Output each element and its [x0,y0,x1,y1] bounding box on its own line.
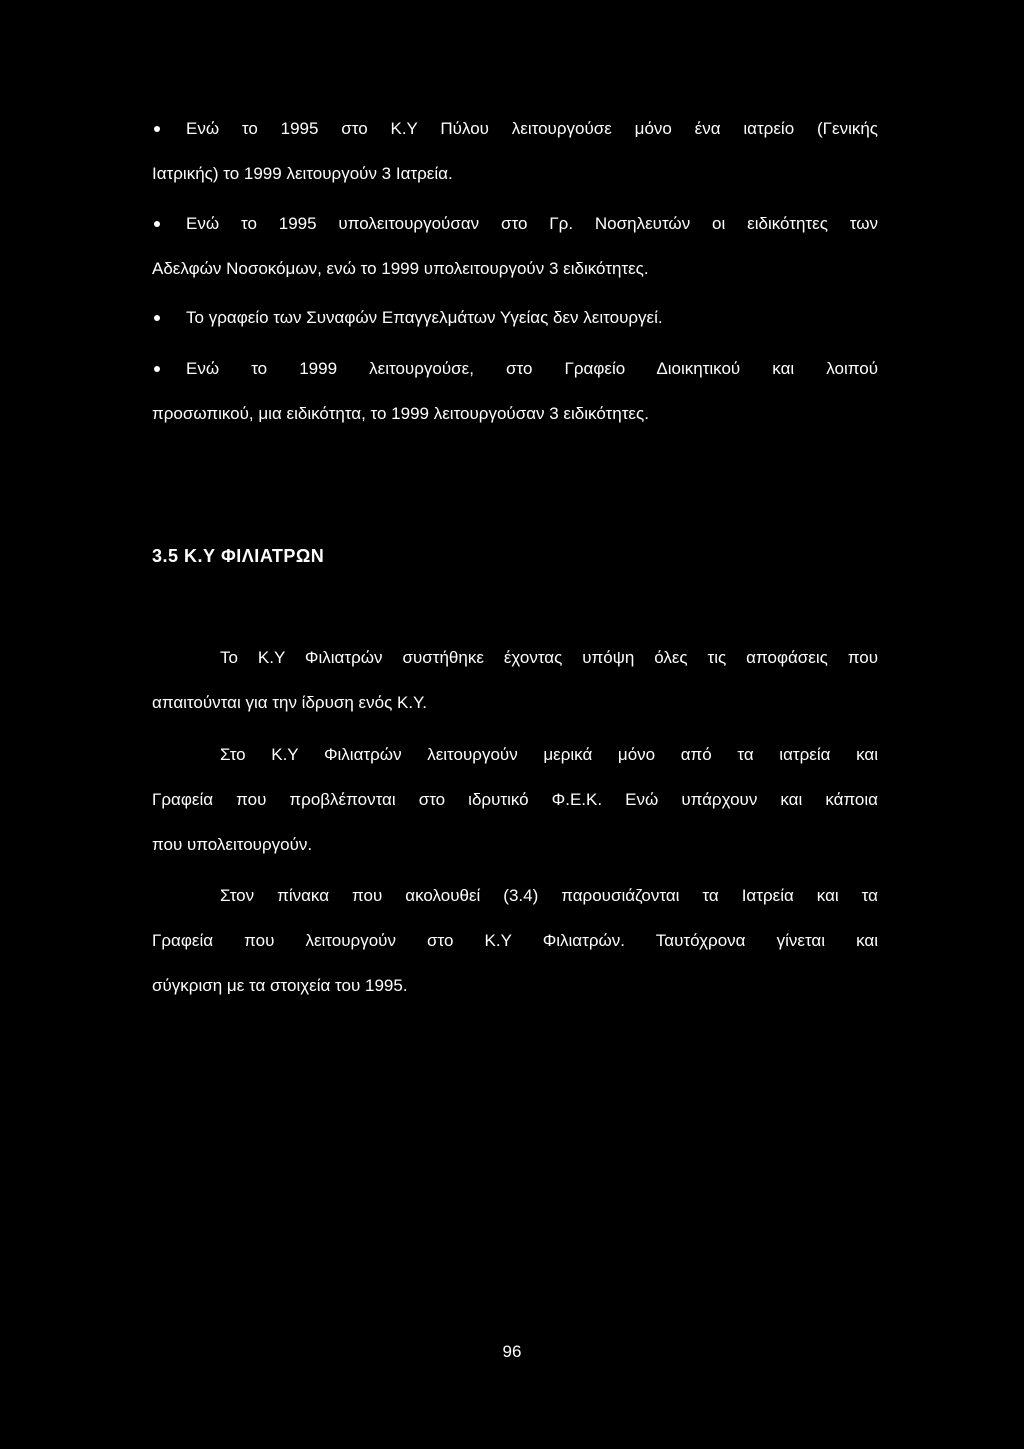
paragraph-line: που υπολειτουργούν. [152,835,313,854]
list-item [152,116,878,187]
bullet-text-line: Ενώ το 1995 υπολειτουργούσαν στο Γρ. Νοσηλευτών οι ειδικότητες των [186,214,878,233]
paragraph-line: Το Κ.Υ Φιλιατρών συστήθηκε έχοντας υπόψη όλες τις αποφάσεις που [220,648,878,667]
list-item [152,211,878,282]
list-item [152,305,878,331]
bullet-icon [154,221,160,227]
paragraph-line: Γραφεία που προβλέπονται στο ιδρυτικό Φ.Ε.Κ. Ενώ υπάρχουν και κάποια [152,790,878,809]
list-item [152,356,878,427]
paragraph [152,645,878,716]
bullet-text-line: Το γραφείο των Συναφών Επαγγελμάτων Υγείας δεν λειτουργεί. [186,308,663,327]
paragraph [152,883,878,999]
bullet-icon [154,315,160,321]
bullet-text-line: Ενώ το 1995 στο Κ.Υ Πύλου λειτουργούσε μόνο ένα ιατρείο (Γενικής [186,119,878,138]
bullet-text-line: Ιατρικής) το 1999 λειτουργούν 3 Ιατρεία. [152,164,453,183]
paragraph-line: Στο Κ.Υ Φιλιατρών λειτουργούν μερικά μόνο από τα ιατρεία και [220,745,878,764]
bullet-text-line: προσωπικού, μια ειδικότητα, το 1999 λειτουργούσαν 3 ειδικότητες. [152,404,649,423]
bullet-text-line: Αδελφών Νοσοκόμων, ενώ το 1999 υπολειτουργούν 3 ειδικότητες. [152,259,649,278]
paragraph [152,742,878,858]
bullet-icon [154,366,160,372]
paragraph-line: Γραφεία που λειτουργούν στο Κ.Υ Φιλιατρών. Ταυτόχρονα γίνεται και [152,931,878,950]
bullet-text-line: Ενώ το 1999 λειτουργούσε, στο Γραφείο Διοικητικού και λοιπού [186,359,878,378]
page-number: 96 [502,1342,522,1361]
paragraph-line: Στον πίνακα που ακολουθεί (3.4) παρουσιάζονται τα Ιατρεία και τα [220,886,878,905]
paragraph-line: απαιτούνται για την ίδρυση ενός Κ.Υ. [152,693,427,712]
bullet-icon [154,126,160,132]
section-heading: 3.5 Κ.Υ ΦΙΛΙΑΤΡΩΝ [152,546,325,566]
paragraph-line: σύγκριση με τα στοιχεία του 1995. [152,976,408,995]
